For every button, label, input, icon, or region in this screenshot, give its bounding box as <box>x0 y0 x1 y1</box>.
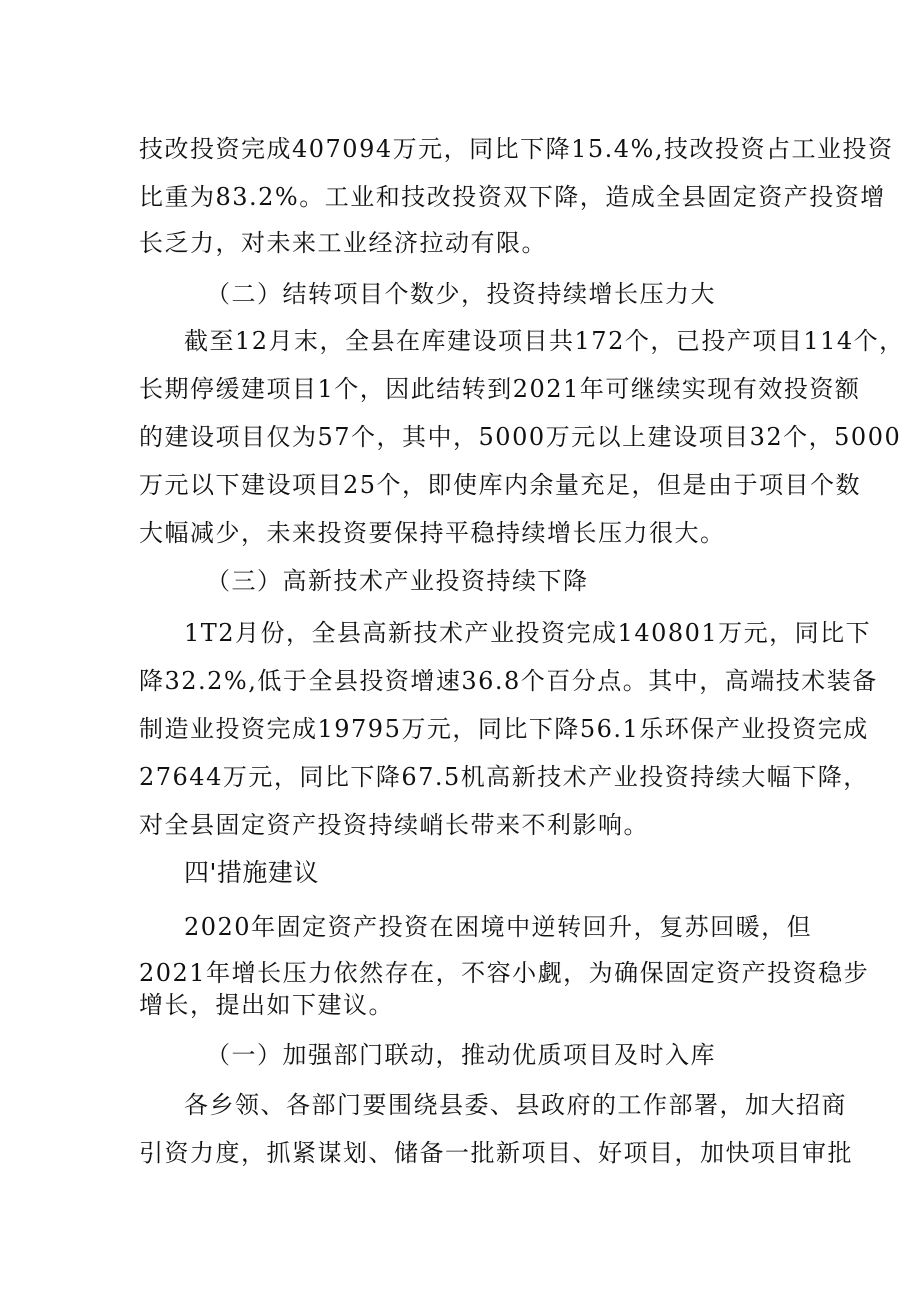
paragraph-line: 2020年固定资产投资在困境中逆转回升，复苏回暖，但 <box>184 913 813 941</box>
section-heading: （二）结转项目个数少，投资持续增长压力大 <box>206 280 716 308</box>
paragraph-line: 长期停缓建项目1个，因此结转到2021年可继续实现有效投资额 <box>139 375 861 403</box>
paragraph-line: 技改投资完成407094万元，同比下降15.4%,技改投资占工业投资 <box>139 135 894 163</box>
paragraph-line: 大幅减少，未来投资要保持平稳持续增长压力很大。 <box>139 519 726 547</box>
paragraph-line: 制造业投资完成19795万元，同比下降56.1乐环保产业投资完成 <box>139 715 869 743</box>
paragraph-line: 万元以下建设项目25个，即使库内余量充足，但是由于项目个数 <box>139 471 862 499</box>
paragraph-line: 27644万元，同比下降67.5机高新技术产业投资持续大幅下降， <box>139 763 869 791</box>
paragraph-line: 长乏力，对未来工业经济拉动有限。 <box>139 229 547 257</box>
main-heading: 四'措施建议 <box>184 858 319 887</box>
paragraph-line: 对全县固定资产投资持续峭长带来不利影响。 <box>139 811 649 839</box>
paragraph-line: 增长，提出如下建议。 <box>139 991 394 1019</box>
section-heading: （三）高新技术产业投资持续下降 <box>206 567 589 595</box>
paragraph-line: 降32.2%,低于全县投资增速36.8个百分点。其中，高端技术装备 <box>139 667 878 695</box>
paragraph-line: 2021年增长压力依然存在，不容小觑，为确保固定资产投资稳步 <box>139 959 870 987</box>
paragraph-line: 各乡领、各部门要围绕县委、县政府的工作部署，加大招商 <box>184 1091 847 1119</box>
paragraph-line: 引资力度，抓紧谋划、储备一批新项目、好项目，加快项目审批 <box>139 1139 853 1167</box>
paragraph-line: 1T2月份，全县高新技术产业投资完成140801万元，同比下 <box>184 619 872 647</box>
paragraph-line: 比重为83.2%。工业和技改投资双下降，造成全县固定资产投资增 <box>139 183 886 211</box>
paragraph-line: 的建设项目仅为57个，其中，5000万元以上建设项目32个，5000 <box>139 423 902 451</box>
section-heading: （一）加强部门联动，推动优质项目及时入库 <box>206 1041 716 1069</box>
paragraph-line: 截至12月末，全县在库建设项目共172个，已投产项目114个， <box>184 327 905 355</box>
